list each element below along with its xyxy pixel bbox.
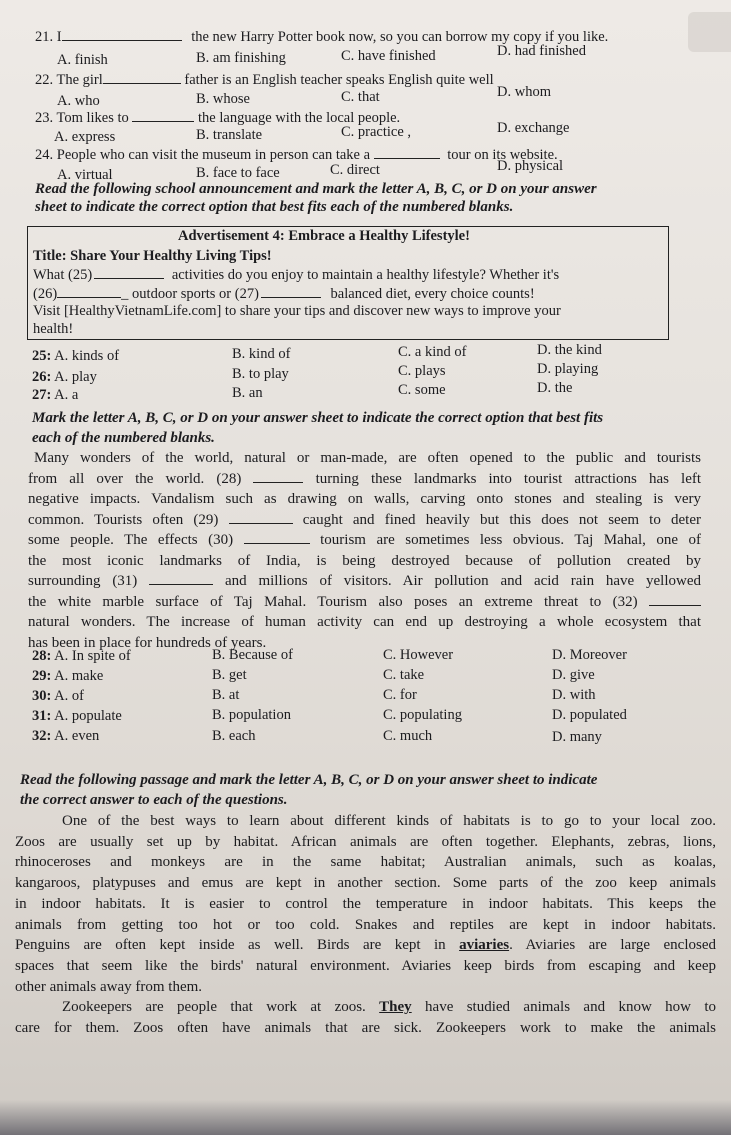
passage1-line4 [28,510,701,531]
q30-option-d: D. with [552,687,596,703]
q22-blank [103,71,181,84]
passage2-line11: care for them. Zoos often have animals that are sick. Zookeepers work to make the animals [15,1020,716,1037]
passage1-line1: Many wonders of the world, natural or man-made, are often opened to the public and tourists [34,450,701,466]
passage1-line8 [28,592,701,613]
q31-a-text: A. populate [54,708,122,724]
q30-option-b: B. at [212,687,240,703]
advert-l1-start: What (25) [33,267,93,283]
q30-option-a [32,687,84,705]
q26-option-a [32,368,97,386]
q26-a-text: A. play [54,369,97,385]
passage2-line2: Zoos are usually set up by habitat. African animals are often together. Elephants, zebras, lions, [15,833,716,850]
q22-option-d: D. whom [497,84,551,100]
p2-l10-start: Zookeepers are people that work at zoos. [62,999,366,1016]
passage2-line10 [15,997,716,1018]
q31-option-c: C. populating [383,707,462,723]
underlined-word-they: They [379,999,412,1016]
passage2-line8: spaces that seem like the birds' natural environment. Aviaries keep birds from escaping and keep [15,957,716,974]
page-bottom-shadow [0,1100,731,1135]
instruction-announcement-line2: sheet to indicate the correct option that best fits each of the numbered blanks. [35,199,514,215]
q21-option-b: B. am finishing [196,50,286,66]
q26-option-b: B. to play [232,366,289,382]
passage1-line10: has been in place for hundreds of years. [28,634,267,651]
q23-stem-end: the language with the local people. [198,110,401,126]
q24-stem-start: 24. People who can visit the museum in person can take a [35,147,371,163]
passage1-line6: the most iconic landmarks of India, is being destroyed because of pollution created by [28,552,701,569]
q27-option-a [32,386,78,404]
q26-option-c: C. plays [398,363,446,379]
advert-l1-end: activities do you enjoy to maintain a healthy lifestyle? Whether it's [171,267,560,283]
q21-option-c: C. have finished [341,48,436,64]
blank-31 [149,572,213,585]
advert-l2-mid: _ outdoor sports or (27) [121,286,259,302]
q22-option-c: C. that [341,89,380,105]
passage1-line9: natural wonders. The increase of human activity can end up destroying a whole ecosystem that [28,614,701,630]
q23-option-b: B. translate [196,127,263,143]
q23-option-a: A. express [54,129,116,145]
q28-option-a [32,647,131,665]
p1-l2-start: from all over the world. (28) [28,470,242,487]
q32-option-a [32,727,99,745]
q29-option-c: C. take [383,667,425,683]
q30-a-text: A. of [54,688,84,704]
q30-option-c: C. for [383,687,417,703]
q25-option-b: B. kind of [232,346,291,362]
q24-option-b: B. face to face [196,165,280,181]
p1-l5-start: some people. The effects (30) [28,532,234,548]
advertisement-line1 [33,266,559,284]
advertisement-title: Title: Share Your Healthy Living Tips! [33,248,272,264]
passage1-line2 [28,469,701,490]
q23-blank [132,109,194,122]
instruction-cloze-line1: Mark the letter A, B, C, or D on your answer sheet to indicate the correct option that best fits [32,410,604,426]
q28-number: 28: [32,648,52,664]
cloze-passage [28,448,701,653]
advert-l2-start: (26) [33,286,58,302]
q27-a-text: A. a [54,387,79,403]
q21-stem-end: the new Harry Potter book now, so you can borrow my copy if you like. [191,29,609,45]
p1-l4-end: caught and fined heavily but this does not seem to deter [302,511,701,528]
passage1-line7 [28,571,701,592]
advertisement-heading: Advertisement 4: Embrace a Healthy Lifestyle! [178,228,470,244]
q31-option-a [32,707,122,725]
advert-l2-end: balanced diet, every choice counts! [330,286,535,302]
q21-blank [62,28,182,41]
q27-option-c: C. some [398,382,446,398]
q25-number: 25: [32,348,52,364]
q23-option-d: D. exchange [497,120,570,136]
q24-blank [374,146,440,159]
q22-stem-start: 22. The girl [35,72,103,88]
q29-option-b: B. get [212,667,247,683]
q23-stem-start: 23. Tom likes to [35,110,129,126]
q25-option-d: D. the kind [537,342,602,358]
instruction-announcement-line1: Read the following school announcement and mark the letter A, B, C, or D on your answer [35,181,597,197]
blank-32 [649,593,701,606]
passage1-line5 [28,530,701,551]
q21-option-a: A. finish [57,52,108,68]
q28-option-c: C. However [383,647,454,663]
p1-l4-start: common. Tourists often (29) [28,511,219,528]
q29-a-text: A. make [54,668,104,684]
q21-stem-start: 21. I [35,29,62,45]
p2-l7-start: Penguins are often kept inside as well. Birds are kept in [15,937,446,954]
q27-number: 27: [32,387,52,403]
passage2-line3: rhinoceroses and monkeys are in the same habitat; Australian animals, such as koalas, [15,854,716,871]
q27-option-d: D. the [537,380,573,396]
passage2-line9: other animals away from them. [15,978,203,995]
instruction-reading-line1: Read the following passage and mark the letter A, B, C, or D on your answer sheet to indicate [20,772,598,788]
q24-stem-end: tour on its website. [447,147,558,163]
passage2-line1: One of the best ways to learn about different kinds of habitats is to go to your local zoo. [62,813,716,829]
p2-l10-end: have studied animals and know how to [425,999,716,1016]
q24-option-a: A. virtual [57,167,113,183]
q22-stem-end: father is an English teacher speaks English quite well [184,72,494,88]
q24-option-c: C. direct [330,162,380,178]
instruction-cloze-line2: each of the numbered blanks. [32,430,215,446]
advertisement-line2 [33,285,535,303]
q24-stem [35,146,558,164]
p1-l8-start: the white marble surface of Taj Mahal. Tourism also poses an extreme threat to (32) [28,593,638,610]
q31-number: 31: [32,708,52,724]
q29-option-d: D. give [552,667,595,683]
p2-l7-end: . Aviaries are large enclosed [509,937,717,954]
q28-option-b: B. Because of [212,647,293,663]
instruction-reading-line2: the correct answer to each of the questions. [20,792,288,808]
q23-option-c: C. practice , [341,124,412,140]
q21-option-d: D. had finished [497,43,586,59]
q29-number: 29: [32,668,52,684]
q29-option-a [32,667,103,685]
q30-number: 30: [32,688,52,704]
blank-28 [253,470,303,483]
passage2-line6: animals from getting too hot or too cold. Snakes and reptiles are kept in indoor habitats. [15,916,716,933]
q28-a-text: A. In spite of [54,648,131,664]
p1-l2-end: turning these landmarks into tourist attractions has left [315,470,702,487]
q32-number: 32: [32,728,52,744]
q27-option-b: B. an [232,385,263,401]
q26-number: 26: [32,369,52,385]
blank-27 [261,285,321,298]
paper-corner [688,12,731,52]
passage2-line5: in indoor habitats. It is easier to control the temperature in indoor habitats. This keeps the [15,895,716,912]
p1-l5-end: tourism are sometimes less obvious. Taj Mahal, one of [320,532,702,548]
q26-option-d: D. playing [537,361,599,377]
p1-l7-end: and millions of visitors. Air pollution and acid rain have yellowed [224,573,702,589]
q28-option-d: D. Moreover [552,647,627,663]
q24-option-d: D. physical [497,158,564,174]
q32-option-b: B. each [212,728,256,744]
q32-option-d: D. many [552,729,602,745]
q25-option-a [32,347,119,365]
q31-option-b: B. population [212,707,291,723]
reading-passage [15,811,716,1039]
underlined-word-aviaries: aviaries [459,937,510,954]
q22-stem [35,71,494,89]
q32-option-c: C. much [383,728,433,744]
q31-option-d: D. populated [552,707,627,723]
advertisement-line4: health! [33,321,74,337]
q32-a-text: A. even [54,728,100,744]
q25-a-text: A. kinds of [54,348,120,364]
q25-option-c: C. a kind of [398,344,467,360]
blank-30 [244,531,310,544]
advertisement-line3: Visit [HealthyVietnamLife.com] to share your tips and discover new ways to improve your [33,303,561,319]
q22-option-b: B. whose [196,91,250,107]
blank-25 [94,266,164,279]
p1-l7-start: surrounding (31) [28,573,138,589]
passage2-line7 [15,935,716,956]
blank-26 [57,285,121,298]
passage2-line4: kangaroos, platypuses and emus are kept in another section. Some parts of the zoo keep animals [15,875,716,892]
passage1-line3: negative impacts. Vandalism such as drawing on walls, carving onto stones and stealing is very [28,491,701,507]
blank-29 [229,511,293,524]
q22-option-a: A. who [57,93,100,109]
